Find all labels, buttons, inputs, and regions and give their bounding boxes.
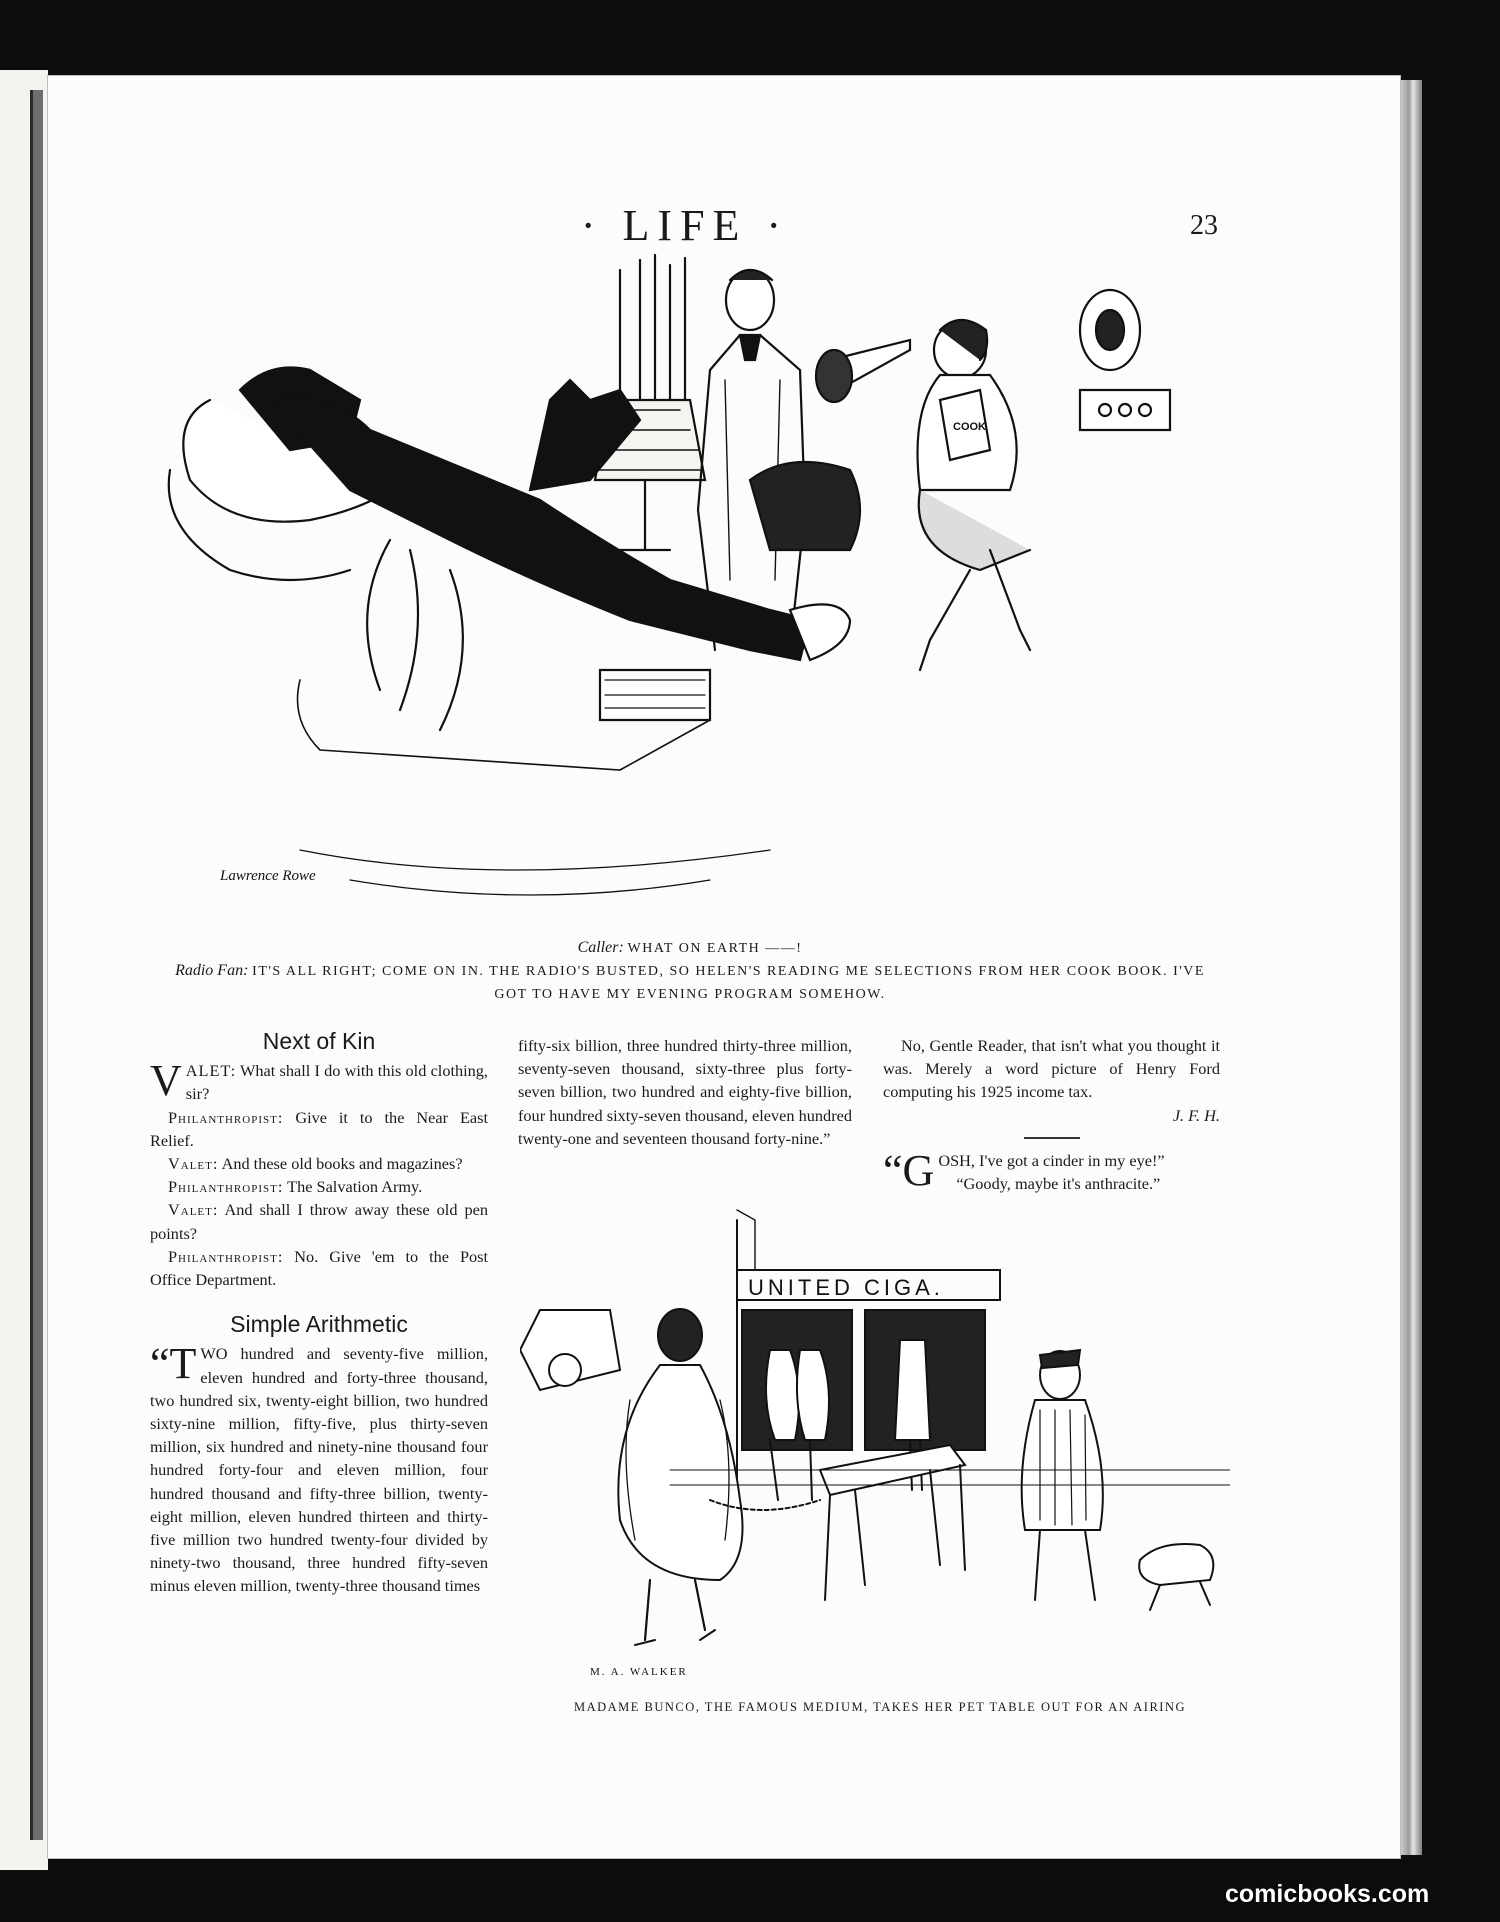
site-watermark: comicbooks.com: [1225, 1880, 1430, 1908]
speaker-valet: ALET:: [185, 1061, 237, 1081]
right-page-edge: [1400, 80, 1422, 1855]
left-page-edge: [0, 70, 48, 1870]
philanthropist-line-1: [150, 1106, 488, 1152]
next-of-kin-heading: Next of Kin: [262, 1028, 376, 1054]
philanthropist-line-3: [150, 1245, 488, 1291]
arithmetic-body-2: fifty-six billion, three hundred thirty-three million, seventy-seven thousand, sixty-three plus forty-seven billion, two hundred and eighty-five billion, four hundred sixty-seven thousand, eleven hundred twenty-one and seventeen thousand forty-nine.”: [518, 1036, 852, 1148]
binding-strip: [30, 90, 43, 1840]
divider-rule: [1024, 1137, 1080, 1139]
valet-line-2: [150, 1152, 488, 1175]
speaker-valet: Valet:: [168, 1154, 219, 1174]
valet-text-1: What shall I do with this old clothing, sir?: [185, 1061, 489, 1104]
dropcap-g: “G: [883, 1145, 935, 1195]
valet-line-3: [150, 1198, 488, 1244]
medium-cartoon-caption: MADAME BUNCO, THE FAMOUS MEDIUM, TAKES HER PET TABLE OUT FOR AN AIRING: [573, 1700, 1187, 1714]
simple-arithmetic-heading: Simple Arithmetic: [230, 1311, 408, 1338]
valet-text-2: And these old books and magazines?: [221, 1154, 463, 1174]
philanthropist-text-2: The Salvation Army.: [287, 1177, 423, 1197]
ford-note-signature: J. F. H.: [1172, 1105, 1220, 1125]
valet-text-3: And shall I throw away these old pen points?: [150, 1200, 488, 1243]
walker-signature: M. A. WALKER: [590, 1666, 688, 1678]
speaker-philanthropist: Philanthropist:: [168, 1177, 284, 1197]
magazine-title: · LIFE ·: [580, 201, 790, 250]
philanthropist-text-3: No. Give 'em to the Post Office Department.: [150, 1246, 488, 1290]
speaker-caller: Caller:: [577, 939, 624, 956]
column-3: [883, 1034, 1220, 1195]
radio-fan-cartoon: [150, 250, 1230, 930]
philanthropist-line-2: [150, 1175, 488, 1198]
caption-line-radio-fan: [160, 960, 1220, 1006]
medium-cartoon-drawing: [520, 1200, 1230, 1690]
radio-fan-cartoon-drawing: [150, 250, 1230, 930]
speaker-radio-fan: Radio Fan:: [175, 962, 249, 979]
dropcap-v: V: [150, 1056, 182, 1106]
page-number: 23: [1190, 210, 1218, 241]
caller-line: WHAT ON EARTH ——!: [627, 941, 803, 956]
dropcap-t: “T: [150, 1339, 197, 1389]
medium-cartoon: [520, 1200, 1230, 1690]
gosh-joke-line-2: “Goody, maybe it's anthracite.”: [956, 1174, 1161, 1194]
philanthropist-text-1: Give it to the Near East Relief.: [150, 1107, 488, 1150]
cook-book-cover: COOK: [953, 421, 986, 433]
radio-cartoon-caption: [160, 937, 1220, 1006]
store-sign: UNITED CIGA.: [748, 1275, 944, 1300]
speaker-philanthropist: Philanthropist:: [168, 1107, 284, 1127]
ford-note: No, Gentle Reader, that isn't what you thought it was. Merely a word picture of Henry Ford computing his 1925 income tax.: [883, 1036, 1220, 1102]
arithmetic-text-1: WO hundred and seventy-five million, eleven hundred and forty-three thousand, two hundred six, twenty-eight billion, two hundred sixty-nine million, fifty-five, plus thirty-seven million, six hundred and ninety-nine thousand four hundred forty-four and eleven million, four hundred thousand and fifty-three billion, twenty-eight million, eleven hundred thirteen and thirty-five million two hundred twenty-four divided by ninety-two thousand, three hundred fifty-seven minus eleven million, twenty-three thousand times: [150, 1344, 488, 1596]
speaker-philanthropist: Philanthropist:: [168, 1246, 284, 1266]
column-1: [150, 1030, 488, 1598]
radio-fan-line: IT'S ALL RIGHT; COME ON IN. THE RADIO'S BUSTED, SO HELEN'S READING ME SELECTIONS FROM HER COOK BOOK. I'VE GOT TO HAVE MY EVENING PROGRAM SOMEHOW.: [252, 964, 1205, 1002]
speaker-valet: Valet:: [168, 1200, 219, 1220]
gosh-text-1: OSH, I've got a cinder in my eye!”: [938, 1150, 1165, 1170]
cartoon-signature: Lawrence Rowe: [220, 868, 316, 884]
caption-line-caller: [160, 937, 1220, 960]
arithmetic-body-1: [150, 1339, 488, 1597]
valet-line-1: [150, 1056, 489, 1106]
column-2: [518, 1034, 852, 1150]
